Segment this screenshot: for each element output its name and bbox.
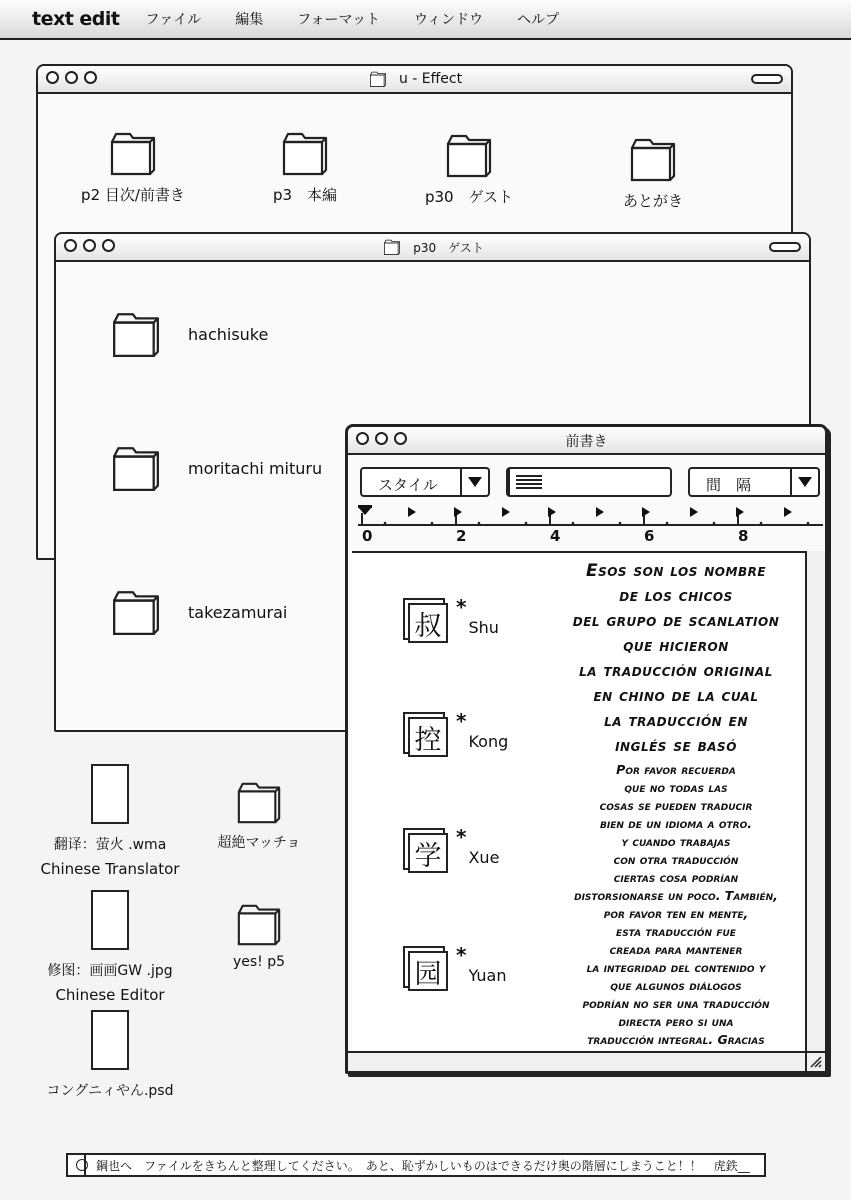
note-line: inglés se basó [615, 736, 737, 756]
asterisk: * [456, 943, 467, 967]
folder-icon [280, 128, 330, 178]
align-right-icon [518, 475, 542, 489]
menu-help[interactable]: ヘルプ [517, 12, 560, 28]
note-line: distorsionarse un poco. También, [574, 888, 778, 903]
translator-entry [408, 825, 500, 873]
file-label: 修图：画画GW .jpg [47, 963, 173, 979]
menu-bar [0, 0, 851, 40]
asterisk: * [456, 825, 467, 849]
kanji-stamp: 学 [408, 833, 448, 873]
ruler-number: 8 [738, 527, 749, 545]
document-icon [91, 764, 129, 824]
folder-label: yes! p5 [232, 954, 286, 970]
folder-icon [235, 900, 283, 948]
window-guest-titlebar[interactable] [56, 234, 809, 262]
asterisk: * [456, 709, 467, 733]
toolbar-toggle-button[interactable] [751, 74, 783, 84]
ruler-number: 6 [644, 527, 655, 545]
desktop-file[interactable] [30, 890, 190, 1004]
translator-name: Kong [468, 732, 509, 751]
note-line: con otra traducción [613, 852, 739, 867]
folder-item[interactable] [110, 586, 287, 638]
folder-icon [367, 70, 389, 88]
style-dropdown[interactable] [360, 467, 490, 497]
note-line: ciertas cosa podrían [613, 870, 739, 885]
desktop-file[interactable] [30, 764, 190, 878]
folder-item[interactable] [230, 128, 380, 205]
note-line: la integridad del contenido y [586, 960, 766, 975]
ruler[interactable] [358, 505, 819, 545]
folder-icon [108, 128, 158, 178]
folder-item[interactable] [110, 442, 322, 494]
translator-entry [408, 943, 507, 991]
folder-icon [110, 308, 162, 360]
file-label: 翻译：萤火 .wma [53, 837, 167, 853]
chevron-down-icon [460, 469, 488, 495]
ruler-number: 2 [456, 527, 467, 545]
toolbar-toggle-button[interactable] [769, 242, 801, 252]
folder-icon [110, 442, 162, 494]
note-line: la traducción original [579, 661, 773, 681]
vertical-scrollbar[interactable] [805, 551, 825, 1053]
window-textedit [345, 424, 828, 1074]
asterisk: * [456, 595, 467, 619]
note-line: que hicieron [623, 636, 729, 656]
note-line: creada para mantener [609, 942, 743, 957]
note-line: Esos son los nombre [585, 561, 767, 581]
folder-icon [628, 134, 678, 184]
window-title: u - Effect [398, 71, 463, 87]
note-line: podrían no ser una traducción [582, 996, 770, 1011]
note-text-small [528, 761, 824, 1049]
folder-label: 超絶マッチョ [217, 835, 301, 851]
folder-icon [235, 778, 283, 826]
note-line: esta traducción fue [616, 924, 736, 939]
folder-label: moritachi mituru [188, 458, 323, 478]
folder-label: p2 目次/前書き [81, 186, 185, 204]
file-role: Chinese Editor [55, 986, 165, 1004]
note-line: de los chicos [619, 586, 733, 606]
note-line: traducción integral. Gracias [587, 1032, 765, 1047]
translator-entry [408, 595, 499, 643]
ruler-number: 4 [550, 527, 561, 545]
kanji-stamp: 园 [408, 951, 448, 991]
menu-file[interactable]: ファイル [145, 12, 202, 28]
note-line: directa pero si una [618, 1014, 734, 1029]
resize-grip-icon[interactable] [805, 1051, 825, 1071]
translator-name: Xue [468, 848, 500, 867]
folder-item[interactable] [110, 308, 268, 360]
alignment-control [506, 467, 672, 497]
format-toolbar [360, 467, 819, 499]
window-title: 前書き [565, 434, 608, 450]
translator-name: Yuan [468, 966, 507, 985]
note-text-large [528, 559, 824, 759]
note-line: cosas se pueden traducir [599, 798, 753, 813]
menu-edit[interactable]: 編集 [235, 12, 264, 28]
folder-label: p3 本編 [272, 186, 338, 204]
status-indicator-icon [76, 1159, 88, 1171]
folder-item[interactable] [578, 134, 728, 211]
file-role: Chinese Translator [40, 860, 180, 878]
folder-item[interactable] [58, 128, 208, 205]
folder-label: あとがき [622, 192, 683, 210]
note-line: y cuando trabajas [621, 834, 731, 849]
folder-label: hachisuke [188, 324, 269, 344]
chevron-down-icon [790, 469, 818, 495]
status-text: 鋼也へ ファイルをきちんと整理してください。 あと、恥ずかしいものはできるだけ奥の階層にしまうこと！！ 虎鉄__ [96, 1158, 750, 1173]
note-line: en chino de la cual [593, 686, 759, 706]
desktop-folder[interactable] [200, 778, 318, 852]
desktop-file[interactable] [30, 1010, 190, 1100]
note-line: la traducción en [604, 711, 748, 731]
ruler-number: 0 [362, 527, 373, 545]
note-line: que no todas las [624, 780, 728, 795]
folder-icon [381, 238, 403, 256]
note-line: por favor ten en mente, [603, 906, 749, 921]
document-icon [91, 890, 129, 950]
folder-icon [110, 586, 162, 638]
app-name[interactable]: text edit [32, 8, 120, 30]
spacing-dropdown-label: 間 隔 [706, 476, 752, 494]
folder-item[interactable] [394, 130, 544, 207]
ruler-ticks [358, 505, 823, 527]
folder-icon [444, 130, 494, 180]
indent-marker [358, 507, 372, 515]
note-line: bien de un idioma a otro. [600, 816, 752, 831]
file-label: コングニィやん.psd [46, 1083, 174, 1099]
window-effect-titlebar[interactable] [38, 66, 791, 94]
desktop-folder[interactable] [200, 900, 318, 970]
spacing-dropdown[interactable] [688, 467, 820, 497]
menu-format[interactable]: フォーマット [297, 12, 380, 28]
translator-entry [408, 709, 509, 757]
style-dropdown-label: スタイル [378, 476, 438, 494]
note-line: del grupo de scanlation [572, 611, 780, 631]
horizontal-scrollbar[interactable] [348, 1051, 807, 1071]
folder-label: p30 ゲスト [424, 188, 513, 206]
note-line: Por favor recuerda [616, 762, 736, 777]
kanji-stamp: 控 [408, 717, 448, 757]
note-line: que algunos diálogos [610, 978, 742, 993]
kanji-stamp: 叔 [408, 603, 448, 643]
status-bar [66, 1153, 766, 1177]
document-icon [91, 1010, 129, 1070]
window-title: p30 ゲスト [413, 240, 484, 255]
window-textedit-titlebar[interactable] [348, 427, 825, 455]
translator-name: Shu [468, 618, 499, 637]
menu-window[interactable]: ウィンドウ [414, 12, 484, 28]
tab-stop-markers [408, 507, 792, 517]
align-right-button[interactable] [508, 469, 550, 495]
folder-label: takezamurai [188, 602, 288, 622]
